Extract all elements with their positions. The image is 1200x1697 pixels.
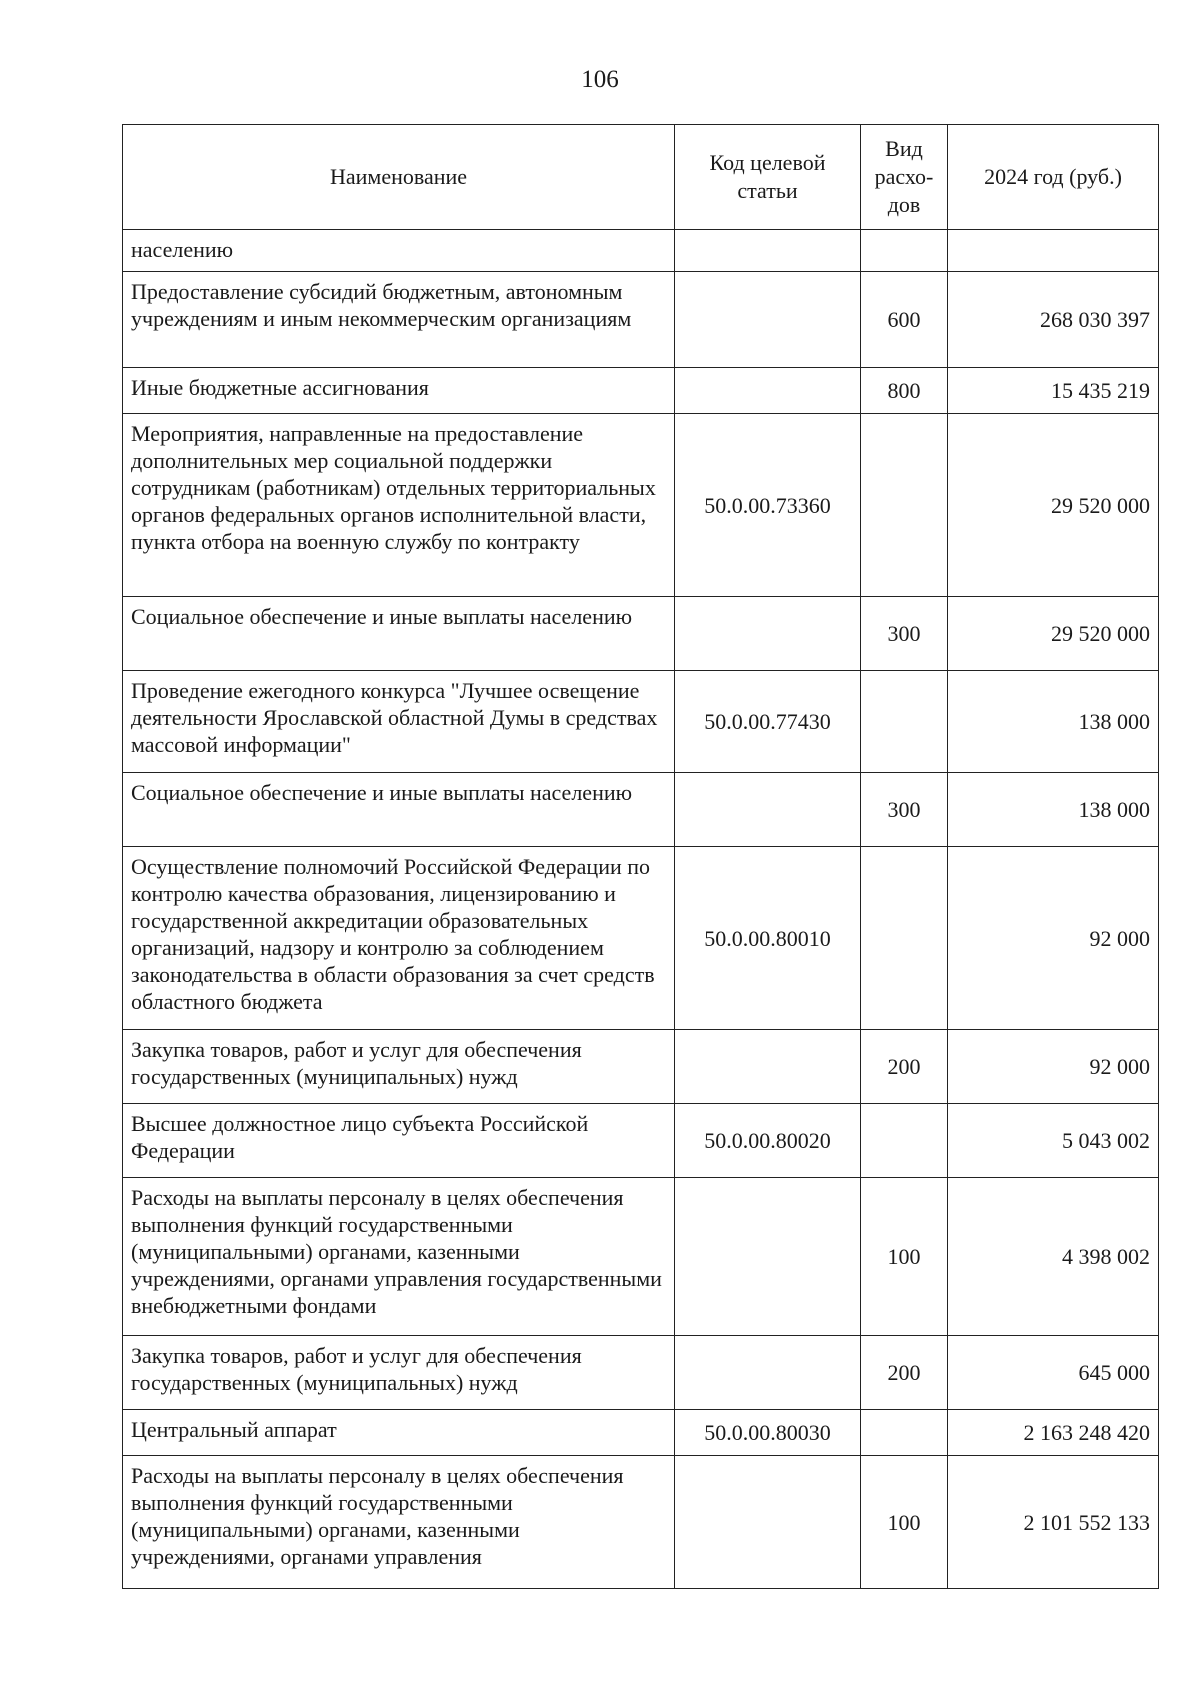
table-row	[123, 1030, 1159, 1104]
row-type	[861, 1410, 948, 1456]
row-name: Высшее должностное лицо субъекта Российской Федерации	[123, 1104, 675, 1178]
row-type	[861, 414, 948, 597]
row-name: Проведение ежегодного конкурса "Лучшее освещение деятельности Ярославской областной Думы в средствах массовой информации"	[123, 671, 675, 773]
row-type	[861, 1104, 948, 1178]
row-name: Предоставление субсидий бюджетным, автономным учреждениям и иным некоммерческим организациям	[123, 272, 675, 368]
row-amount: 138 000	[948, 671, 1159, 773]
row-name: Центральный аппарат	[123, 1410, 675, 1456]
header-amount: 2024 год (руб.)	[948, 125, 1159, 230]
table-body	[123, 230, 1159, 1589]
row-amount: 138 000	[948, 773, 1159, 847]
row-code: 50.0.00.80030	[675, 1410, 861, 1456]
budget-table	[122, 124, 1159, 1589]
row-code	[675, 773, 861, 847]
row-amount: 5 043 002	[948, 1104, 1159, 1178]
row-code: 50.0.00.80010	[675, 847, 861, 1030]
row-name: Осуществление полномочий Российской Федерации по контролю качества образования, лицензированию и государственной аккредитации образовательных организаций, надзору и контролю за соблюдением законодательства в области образования за счет средств областного бюджета	[123, 847, 675, 1030]
row-name: Мероприятия, направленные на предоставление дополнительных мер социальной поддержки сотрудникам (работникам) отдельных территориальных органов федеральных органов исполнительной власти, пункта отбора на военную службу по контракту	[123, 414, 675, 597]
table-row	[123, 1456, 1159, 1589]
row-type: 100	[861, 1178, 948, 1336]
row-code	[675, 1456, 861, 1589]
row-type: 600	[861, 272, 948, 368]
row-code: 50.0.00.73360	[675, 414, 861, 597]
table-row	[123, 773, 1159, 847]
row-name: Социальное обеспечение и иные выплаты населению	[123, 773, 675, 847]
row-amount: 2 163 248 420	[948, 1410, 1159, 1456]
row-type: 200	[861, 1030, 948, 1104]
row-name: Социальное обеспечение и иные выплаты населению	[123, 597, 675, 671]
page-number: 106	[581, 66, 619, 93]
row-type	[861, 847, 948, 1030]
row-type: 300	[861, 773, 948, 847]
table-row	[123, 368, 1159, 414]
table-row	[123, 847, 1159, 1030]
row-amount: 4 398 002	[948, 1178, 1159, 1336]
row-name: Расходы на выплаты персоналу в целях обеспечения выполнения функций государственными (муниципальными) органами, казенными учреждениями, органами управления	[123, 1456, 675, 1589]
row-type: 800	[861, 368, 948, 414]
row-type: 300	[861, 597, 948, 671]
table-row	[123, 1410, 1159, 1456]
row-code: 50.0.00.77430	[675, 671, 861, 773]
table-row	[123, 230, 1159, 272]
row-type: 200	[861, 1336, 948, 1410]
row-code	[675, 1178, 861, 1336]
row-amount: 268 030 397	[948, 272, 1159, 368]
row-amount	[948, 230, 1159, 272]
row-name: Закупка товаров, работ и услуг для обеспечения государственных (муниципальных) нужд	[123, 1030, 675, 1104]
table-row	[123, 1178, 1159, 1336]
table-header-row	[123, 125, 1159, 230]
header-name: Наименование	[123, 125, 675, 230]
row-code	[675, 230, 861, 272]
table-row	[123, 1336, 1159, 1410]
row-code	[675, 597, 861, 671]
table-row	[123, 272, 1159, 368]
row-type	[861, 671, 948, 773]
row-name: Иные бюджетные ассигнования	[123, 368, 675, 414]
row-code	[675, 368, 861, 414]
row-amount: 2 101 552 133	[948, 1456, 1159, 1589]
row-type: 100	[861, 1456, 948, 1589]
row-code	[675, 1030, 861, 1104]
row-type	[861, 230, 948, 272]
row-amount: 29 520 000	[948, 597, 1159, 671]
row-amount: 645 000	[948, 1336, 1159, 1410]
table-row	[123, 414, 1159, 597]
header-type: Вид расхо-дов	[861, 125, 948, 230]
row-amount: 15 435 219	[948, 368, 1159, 414]
header-code: Код целевой статьи	[675, 125, 861, 230]
row-code	[675, 272, 861, 368]
row-amount: 29 520 000	[948, 414, 1159, 597]
row-name: Расходы на выплаты персоналу в целях обеспечения выполнения функций государственными (муниципальными) органами, казенными учреждениями, органами управления государственными внебюджетными фондами	[123, 1178, 675, 1336]
row-code	[675, 1336, 861, 1410]
row-name: населению	[123, 230, 675, 272]
table-row	[123, 597, 1159, 671]
row-amount: 92 000	[948, 847, 1159, 1030]
row-code: 50.0.00.80020	[675, 1104, 861, 1178]
table-row	[123, 671, 1159, 773]
row-name: Закупка товаров, работ и услуг для обеспечения государственных (муниципальных) нужд	[123, 1336, 675, 1410]
row-amount: 92 000	[948, 1030, 1159, 1104]
table-row	[123, 1104, 1159, 1178]
